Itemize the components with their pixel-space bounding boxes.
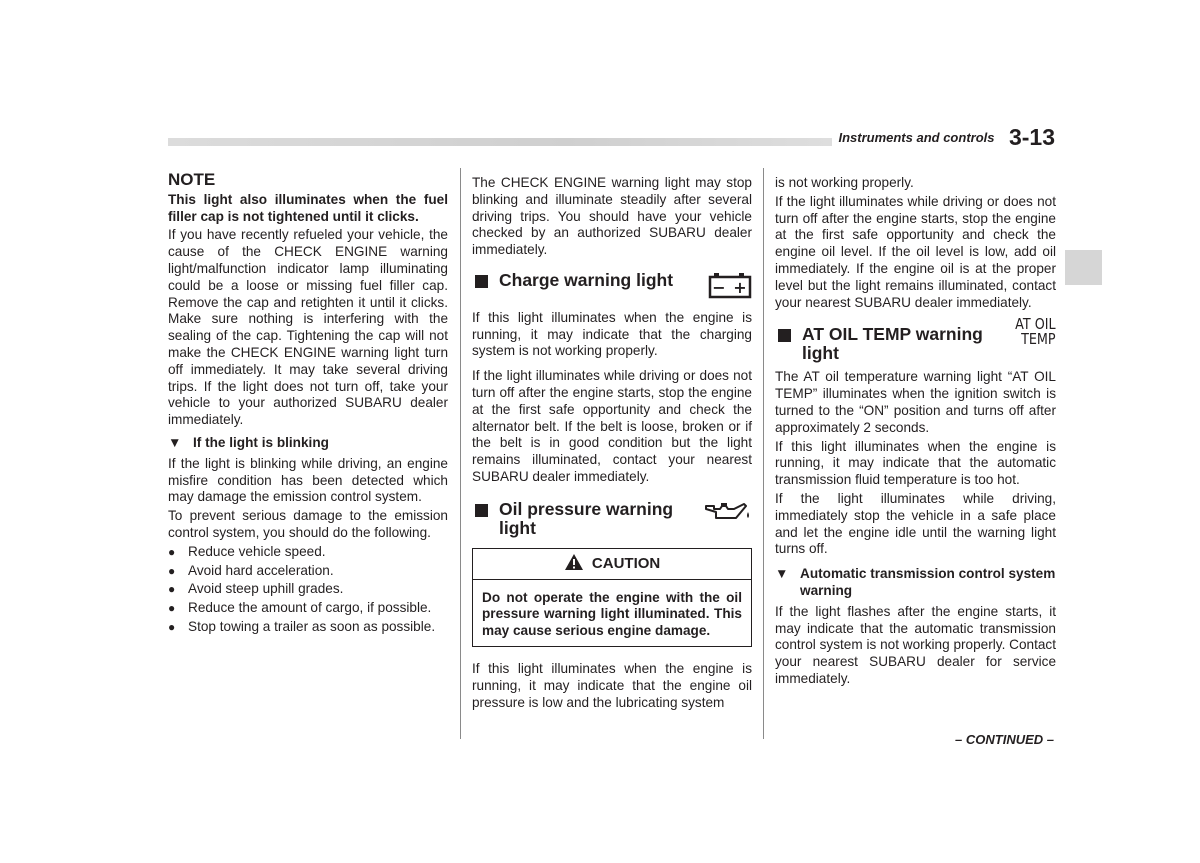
continued-label: – CONTINUED – xyxy=(955,732,1054,747)
section-square-icon xyxy=(475,275,488,288)
column-3 xyxy=(775,175,1056,690)
note-bold-text: This light also illuminates when the fuel filler cap is not tightened until it clicks. xyxy=(168,191,448,224)
paragraph: If you have recently refueled your vehicle, the cause of the CHECK ENGINE warning light/malfunction indicator lamp illuminating could be a loose or missing fuel filler cap. Remove the cap and retighten it until it clicks. Make sure nothing is interfering with the sealing of the cap. Tightening the cap will not make the CHECK ENGINE warning light turn off immediately. It may take several driving trips. If the light does not turn off, take your vehicle to your authorized SUBARU dealer immediately. xyxy=(168,227,448,428)
paragraph: If this light illuminates when the engine is running, it may indicate that the automatic transmission fluid temperature is too hot. xyxy=(775,438,1056,488)
caution-header xyxy=(473,549,751,580)
column-divider xyxy=(763,168,764,739)
paragraph: If this light illuminates when the engine is running, it may indicate that the engine oil pressure is low and the lubricating system xyxy=(472,660,752,710)
svg-text:+: + xyxy=(733,277,747,297)
list-item: ● Stop towing a trailer as soon as possible. xyxy=(168,618,436,634)
list-item: ● Reduce the amount of cargo, if possible. xyxy=(168,600,432,616)
at-oil-temp-icon: AT OIL TEMP xyxy=(1015,315,1056,349)
bullet-icon: ● xyxy=(168,601,176,616)
caution-box xyxy=(472,548,752,647)
column-2 xyxy=(472,175,752,713)
section-square-icon xyxy=(778,329,791,342)
blinking-subheading xyxy=(168,435,448,452)
list-item: ● Avoid steep uphill grades. xyxy=(168,581,344,597)
paragraph: The CHECK ENGINE warning light may stop blinking and illuminate steadily after several driving trips. You should have your vehicle checked by an authorized SUBARU dealer immediately. xyxy=(472,175,752,258)
paragraph: If the light is blinking while driving, an engine misfire condition has been detected which may damage the emission control system. xyxy=(168,455,448,505)
section-title: AT OIL TEMP warning light xyxy=(802,324,983,364)
section-square-icon xyxy=(475,504,488,517)
svg-text:−: − xyxy=(712,277,726,297)
paragraph: If the light illuminates while driving or does not turn off after the engine starts, stop the engine at the first safe opportunity and check the engine oil level. If the oil level is low, add oil immediately. If the engine oil is at the proper level but the light remains illuminated, contact your nearest SUBARU dealer immediately. xyxy=(775,193,1056,310)
page-number: 3-13 xyxy=(1008,124,1055,150)
bullet-icon: ● xyxy=(168,619,176,634)
section-title: Charge warning light xyxy=(499,269,674,290)
bullet-icon: ● xyxy=(168,544,176,559)
at-oil-temp-heading xyxy=(775,315,1056,364)
paragraph: To prevent serious damage to the emission control system, you should do the following. xyxy=(168,508,448,540)
column-1 xyxy=(168,170,448,638)
paragraph: If the light flashes after the engine starts, it may indicate that the automatic transmission control system is not working properly. Contact your nearest SUBARU dealer for service immediately. xyxy=(775,603,1056,686)
paragraph: If the light illuminates while driving or does not turn off after the engine starts, stop the engine at the first safe opportunity and check the alternator belt. If the belt is loose, broken or if the belt is in good condition but the light remains illuminated, contact your nearest SUBARU dealer immediately. xyxy=(472,368,752,484)
oil-pressure-heading xyxy=(472,500,752,538)
paragraph: If the light illuminates while driving, immediately stop the vehicle in a safe place and let the engine idle until the warning light turns off. xyxy=(775,490,1056,557)
section-title: Oil pressure warning light xyxy=(499,498,674,538)
section-title: Instruments and controls xyxy=(838,130,995,145)
paragraph: If this light illuminates when the engine is running, it may indicate that the charging system is not working properly. xyxy=(472,309,752,359)
caution-label: CAUTION xyxy=(591,554,661,572)
header-rule xyxy=(168,138,832,146)
paragraph: is not working properly. xyxy=(775,175,914,190)
warning-triangle-icon xyxy=(564,553,584,576)
charge-warning-heading xyxy=(472,271,752,304)
caution-text: Do not operate the engine with the oil pressure warning light illuminated. This may cause serious engine damage. xyxy=(482,589,742,639)
triangle-down-icon: ▼ xyxy=(168,434,182,450)
atc-subheading xyxy=(775,566,1056,600)
subheading-text: Automatic transmission control system warning xyxy=(800,566,1056,598)
chapter-thumb-tab xyxy=(1065,250,1102,285)
bullet-icon: ● xyxy=(168,582,176,597)
oil-can-icon xyxy=(704,500,752,529)
battery-icon xyxy=(708,271,752,304)
note-heading: NOTE xyxy=(168,170,216,189)
paragraph: The AT oil temperature warning light “AT OIL TEMP” illuminates when the ignition switch is turned to the “ON” position and turns off after approximately 2 seconds. xyxy=(775,369,1056,435)
triangle-down-icon: ▼ xyxy=(775,566,789,582)
page-header xyxy=(838,124,1055,151)
bullet-icon: ● xyxy=(168,563,176,578)
list-item: ● Avoid hard acceleration. xyxy=(168,562,334,578)
list-item: ● Reduce vehicle speed. xyxy=(168,543,326,559)
subheading-text: If the light is blinking xyxy=(193,434,329,450)
column-divider xyxy=(460,168,461,739)
